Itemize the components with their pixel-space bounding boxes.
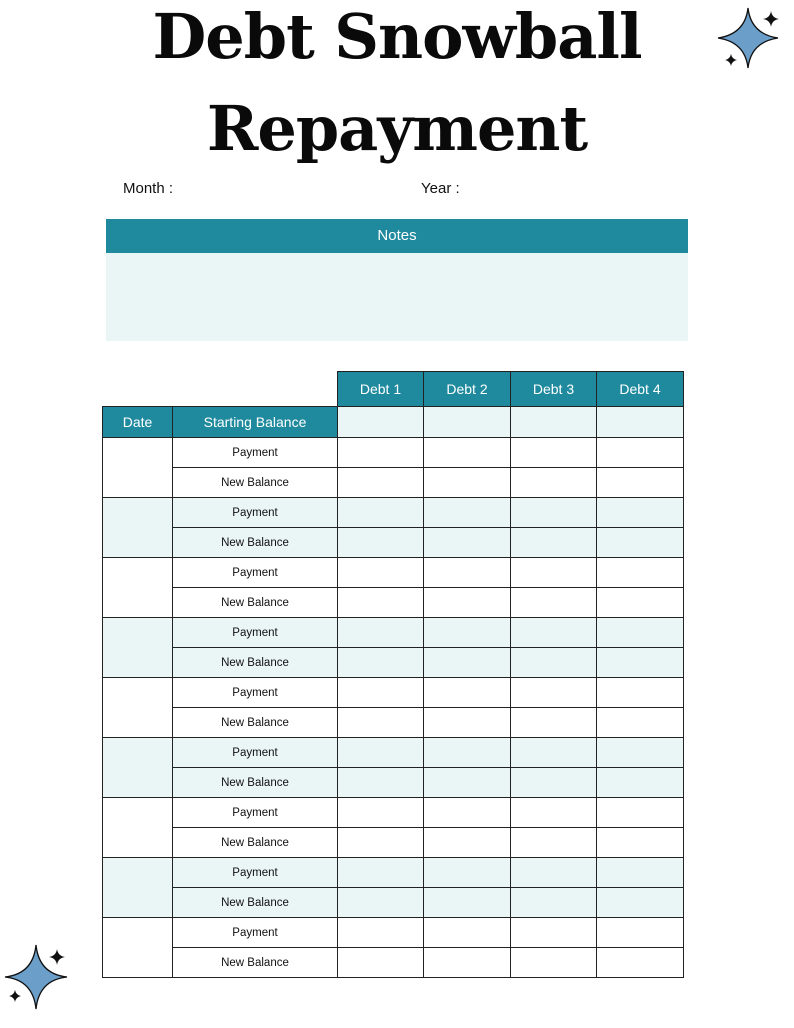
new-balance-row-label: New Balance <box>172 887 338 918</box>
date-cell[interactable] <box>102 557 173 618</box>
small-star-icon <box>724 53 738 67</box>
payment-debt-3-cell[interactable] <box>510 917 597 948</box>
page-title-line-1: Debt Snowball <box>152 0 642 73</box>
new-balance-debt-1-cell[interactable] <box>337 527 424 558</box>
new-balance-debt-4-cell[interactable] <box>596 947 684 978</box>
new-balance-debt-3-cell[interactable] <box>510 767 597 798</box>
date-cell[interactable] <box>102 737 173 798</box>
payment-debt-1-cell[interactable] <box>337 497 424 528</box>
starting-balance-debt-2-cell[interactable] <box>423 406 511 438</box>
payment-debt-2-cell[interactable] <box>423 497 511 528</box>
new-balance-debt-1-cell[interactable] <box>337 707 424 738</box>
payment-debt-4-cell[interactable] <box>596 797 684 828</box>
payment-debt-3-cell[interactable] <box>510 677 597 708</box>
new-balance-row-label: New Balance <box>172 467 338 498</box>
new-balance-row-label: New Balance <box>172 647 338 678</box>
debt-3-header: Debt 3 <box>510 371 597 407</box>
payment-debt-4-cell[interactable] <box>596 617 684 648</box>
small-star-icon <box>8 989 22 1003</box>
new-balance-debt-4-cell[interactable] <box>596 887 684 918</box>
new-balance-debt-2-cell[interactable] <box>423 587 511 618</box>
payment-debt-3-cell[interactable] <box>510 737 597 768</box>
date-cell[interactable] <box>102 917 173 978</box>
payment-debt-1-cell[interactable] <box>337 617 424 648</box>
payment-debt-2-cell[interactable] <box>423 857 511 888</box>
new-balance-debt-3-cell[interactable] <box>510 647 597 678</box>
new-balance-debt-4-cell[interactable] <box>596 467 684 498</box>
payment-debt-1-cell[interactable] <box>337 677 424 708</box>
new-balance-row-label: New Balance <box>172 767 338 798</box>
date-cell[interactable] <box>102 437 173 498</box>
new-balance-row-label: New Balance <box>172 527 338 558</box>
payment-row-label: Payment <box>172 677 338 708</box>
payment-row-label: Payment <box>172 437 338 468</box>
new-balance-debt-3-cell[interactable] <box>510 467 597 498</box>
starting-balance-debt-1-cell[interactable] <box>337 406 424 438</box>
date-cell[interactable] <box>102 497 173 558</box>
payment-debt-3-cell[interactable] <box>510 557 597 588</box>
payment-row-label: Payment <box>172 617 338 648</box>
payment-debt-2-cell[interactable] <box>423 677 511 708</box>
new-balance-debt-3-cell[interactable] <box>510 527 597 558</box>
new-balance-debt-3-cell[interactable] <box>510 707 597 738</box>
new-balance-debt-1-cell[interactable] <box>337 767 424 798</box>
payment-row-label: Payment <box>172 917 338 948</box>
new-balance-debt-1-cell[interactable] <box>337 947 424 978</box>
new-balance-debt-2-cell[interactable] <box>423 827 511 858</box>
new-balance-debt-1-cell[interactable] <box>337 587 424 618</box>
new-balance-debt-2-cell[interactable] <box>423 947 511 978</box>
starting-balance-header: Starting Balance <box>172 406 338 438</box>
new-balance-row-label: New Balance <box>172 587 338 618</box>
payment-debt-4-cell[interactable] <box>596 557 684 588</box>
small-star-icon <box>762 10 780 28</box>
new-balance-debt-3-cell[interactable] <box>510 947 597 978</box>
payment-row-label: Payment <box>172 737 338 768</box>
payment-debt-4-cell[interactable] <box>596 857 684 888</box>
new-balance-debt-2-cell[interactable] <box>423 527 511 558</box>
payment-debt-3-cell[interactable] <box>510 797 597 828</box>
payment-debt-3-cell[interactable] <box>510 857 597 888</box>
payment-row-label: Payment <box>172 557 338 588</box>
debt-2-header: Debt 2 <box>423 371 511 407</box>
payment-row-label: Payment <box>172 857 338 888</box>
starting-balance-debt-4-cell[interactable] <box>596 406 684 438</box>
new-balance-debt-4-cell[interactable] <box>596 527 684 558</box>
new-balance-row-label: New Balance <box>172 827 338 858</box>
payment-debt-4-cell[interactable] <box>596 917 684 948</box>
payment-debt-3-cell[interactable] <box>510 497 597 528</box>
payment-debt-4-cell[interactable] <box>596 737 684 768</box>
payment-debt-1-cell[interactable] <box>337 857 424 888</box>
new-balance-row-label: New Balance <box>172 947 338 978</box>
month-label: Month : <box>123 180 174 197</box>
new-balance-debt-3-cell[interactable] <box>510 587 597 618</box>
notes-header: Notes <box>106 219 688 253</box>
new-balance-row-label: New Balance <box>172 707 338 738</box>
new-balance-debt-2-cell[interactable] <box>423 467 511 498</box>
payment-debt-2-cell[interactable] <box>423 617 511 648</box>
small-star-icon <box>48 948 66 966</box>
year-label: Year : <box>421 180 460 197</box>
payment-debt-3-cell[interactable] <box>510 617 597 648</box>
payment-debt-1-cell[interactable] <box>337 557 424 588</box>
new-balance-debt-1-cell[interactable] <box>337 467 424 498</box>
page-title-line-2: Repayment <box>206 92 588 165</box>
payment-debt-2-cell[interactable] <box>423 737 511 768</box>
payment-debt-1-cell[interactable] <box>337 437 424 468</box>
date-header: Date <box>102 406 173 438</box>
new-balance-debt-2-cell[interactable] <box>423 887 511 918</box>
new-balance-debt-4-cell[interactable] <box>596 647 684 678</box>
new-balance-debt-3-cell[interactable] <box>510 887 597 918</box>
payment-debt-2-cell[interactable] <box>423 797 511 828</box>
new-balance-debt-1-cell[interactable] <box>337 827 424 858</box>
new-balance-debt-3-cell[interactable] <box>510 827 597 858</box>
date-cell[interactable] <box>102 617 173 678</box>
new-balance-debt-4-cell[interactable] <box>596 767 684 798</box>
new-balance-debt-2-cell[interactable] <box>423 647 511 678</box>
payment-row-label: Payment <box>172 497 338 528</box>
payment-debt-2-cell[interactable] <box>423 917 511 948</box>
date-cell[interactable] <box>102 677 173 738</box>
notes-area[interactable] <box>106 253 688 341</box>
payment-debt-3-cell[interactable] <box>510 437 597 468</box>
new-balance-debt-4-cell[interactable] <box>596 587 684 618</box>
payment-debt-4-cell[interactable] <box>596 677 684 708</box>
new-balance-debt-2-cell[interactable] <box>423 767 511 798</box>
new-balance-debt-4-cell[interactable] <box>596 707 684 738</box>
payment-debt-1-cell[interactable] <box>337 797 424 828</box>
payment-debt-4-cell[interactable] <box>596 437 684 468</box>
date-cell[interactable] <box>102 857 173 918</box>
payment-debt-1-cell[interactable] <box>337 737 424 768</box>
new-balance-debt-1-cell[interactable] <box>337 887 424 918</box>
payment-debt-4-cell[interactable] <box>596 497 684 528</box>
payment-debt-2-cell[interactable] <box>423 437 511 468</box>
payment-debt-2-cell[interactable] <box>423 557 511 588</box>
debt-4-header: Debt 4 <box>596 371 684 407</box>
new-balance-debt-1-cell[interactable] <box>337 647 424 678</box>
new-balance-debt-2-cell[interactable] <box>423 707 511 738</box>
debt-1-header: Debt 1 <box>337 371 424 407</box>
starting-balance-debt-3-cell[interactable] <box>510 406 597 438</box>
payment-debt-1-cell[interactable] <box>337 917 424 948</box>
payment-row-label: Payment <box>172 797 338 828</box>
date-cell[interactable] <box>102 797 173 858</box>
new-balance-debt-4-cell[interactable] <box>596 827 684 858</box>
